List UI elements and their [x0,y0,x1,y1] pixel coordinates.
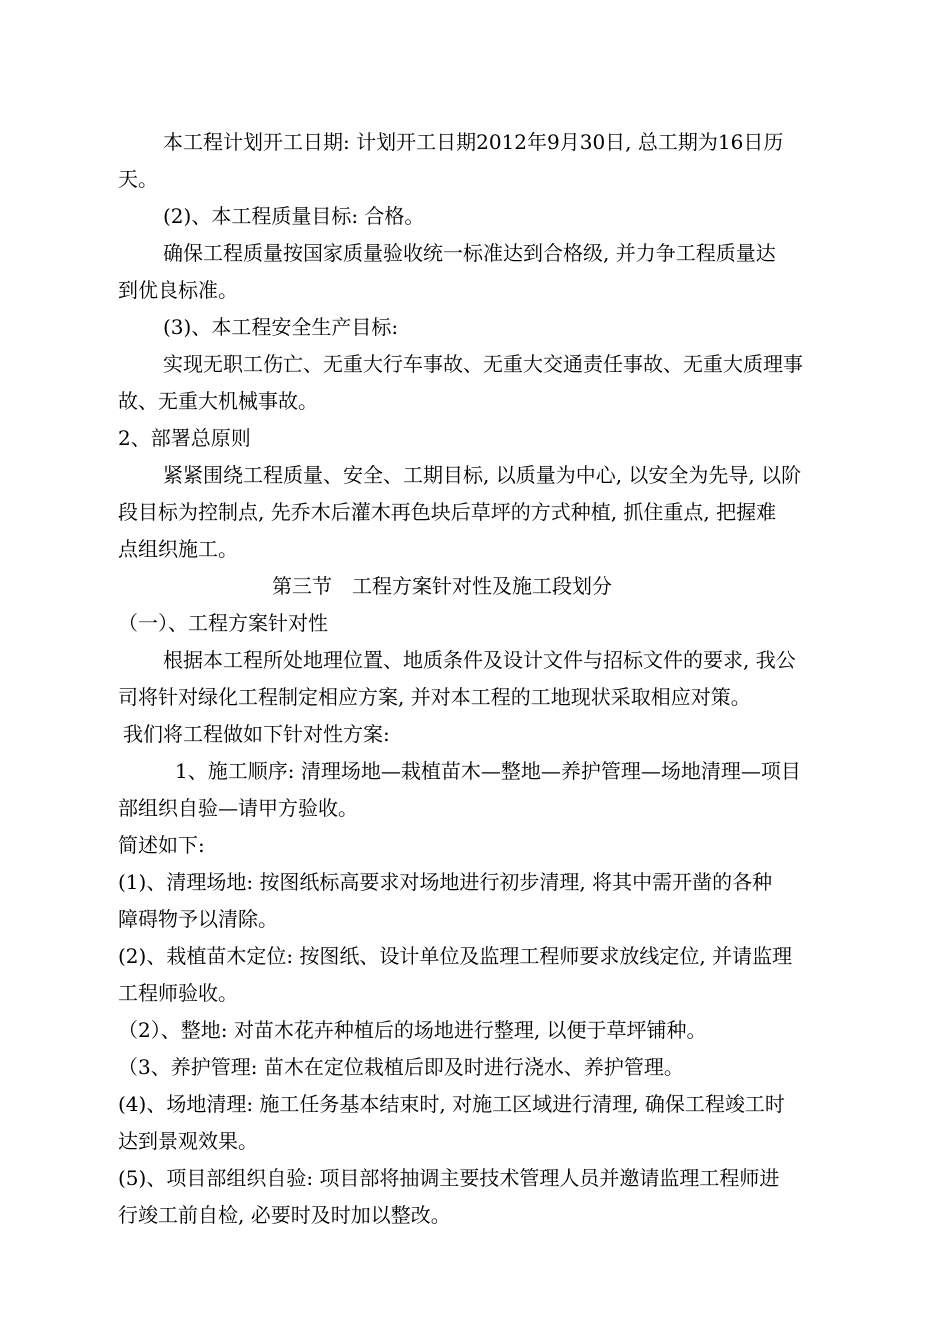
plan-start-date-line-cont: 天。 [118,167,158,191]
quality-goal-text: 确保工程质量按国家质量验收统一标准达到合格级, 并力争工程质量达 [163,241,776,265]
self-inspection-text-cont: 行竣工前自检, 必要时及时加以整改。 [118,1203,451,1227]
self-inspection-text: (5)、项目部组织自验: 项目部将抽调主要技术管理人员并邀请监理工程师进 [118,1166,780,1190]
site-cleanup-text: (4)、场地清理: 施工任务基本结束时, 对施工区域进行清理, 确保工程竣工时 [118,1092,785,1116]
maintenance-text: （3、养护管理: 苗木在定位栽植后即及时进行浇水、养护管理。 [118,1055,684,1079]
site-cleanup-text-cont: 达到景观效果。 [118,1129,258,1153]
quality-goal-text-cont: 到优良标准。 [118,278,238,302]
deployment-principle-text: 紧紧围绕工程质量、安全、工期目标, 以质量为中心, 以安全为先导, 以阶 [163,463,802,487]
safety-goal-heading: (3)、本工程安全生产目标: [163,315,399,339]
subsection-heading: （一）、工程方案针对性 [118,611,328,635]
section-title: 第三节 工程方案针对性及施工段划分 [272,574,612,598]
deployment-principle-heading: 2、部署总原则 [118,426,251,450]
deployment-principle-text-end: 点组织施工。 [118,537,238,561]
quality-goal-heading: (2)、本工程质量目标: 合格。 [163,204,425,228]
safety-goal-text: 实现无职工伤亡、无重大行车事故、无重大交通责任事故、无重大质理事 [163,352,803,376]
summary-heading: 简述如下: [118,833,205,857]
safety-goal-text-cont: 故、无重大机械事故。 [118,389,318,413]
construction-order-text-cont: 部组织自验—请甲方验收。 [118,796,358,820]
site-clearing-text-cont: 障碍物予以清除。 [118,907,278,931]
scheme-list-intro: 我们将工程做如下针对性方案: [123,722,390,746]
planting-positioning-text: (2)、栽植苗木定位: 按图纸、设计单位及监理工程师要求放线定位, 并请监理 [118,944,793,968]
construction-order-text: 1、施工顺序: 清理场地—栽植苗木—整地—养护管理—场地清理—项目 [175,759,801,783]
plan-start-date-line: 本工程计划开工日期: 计划开工日期2012年9月30日, 总工期为16日历 [163,130,784,154]
scheme-intro-text-cont: 司将针对绿化工程制定相应方案, 并对本工程的工地现状采取相应对策。 [118,685,751,709]
land-grading-text: （2）、整地: 对苗木花卉种植后的场地进行整理, 以便于草坪铺种。 [118,1018,707,1042]
deployment-principle-text-cont: 段目标为控制点, 先乔木后灌木再色块后草坪的方式种植, 抓住重点, 把握难 [118,500,777,524]
site-clearing-text: (1)、清理场地: 按图纸标高要求对场地进行初步清理, 将其中需开凿的各种 [118,870,773,894]
planting-positioning-text-cont: 工程师验收。 [118,981,238,1005]
scheme-intro-text: 根据本工程所处地理位置、地质条件及设计文件与招标文件的要求, 我公 [163,648,796,672]
